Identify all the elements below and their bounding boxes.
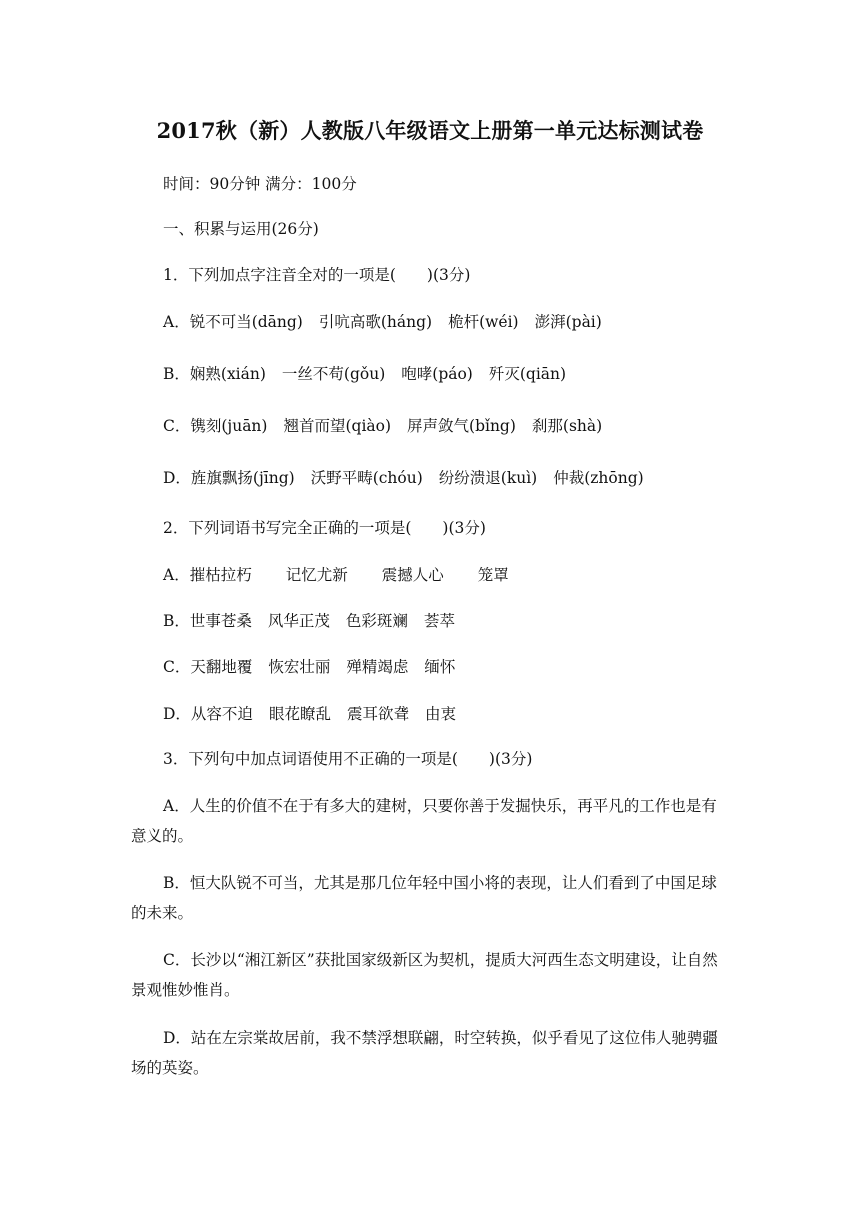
option-a-word-2: 记忆尤新	[285, 566, 348, 584]
question-3-option-b: B．恒大队锐不可当，尤其是那几位年轻中国小将的表现，让人们看到了中国足球的未来。	[131, 874, 717, 922]
exam-meta: 时间：90分钟 满分：100分	[163, 175, 357, 193]
option-d-word-2: 眼花瞭乱	[268, 705, 331, 723]
option-a-item-2: 引吭高歌(háng)	[318, 313, 433, 331]
option-a-item-4: 澎湃(pài)	[534, 313, 602, 331]
question-1-option-d	[163, 467, 660, 489]
page-title: 2017秋（新）人教版八年级语文上册第一单元达标测试卷	[156, 118, 704, 143]
option-b-word-1: B．世事苍桑	[163, 612, 252, 630]
option-d-word-1: D．从容不迫	[163, 705, 253, 723]
option-b-item-1: B．娴熟(xián)	[163, 365, 266, 383]
option-d-word-3: 震耳欲聋	[346, 705, 409, 723]
option-c-word-3: 殚精竭虑	[346, 658, 409, 676]
option-b-word-4: 荟萃	[423, 612, 455, 630]
option-a-item-1: A．锐不可当(dāng)	[163, 313, 303, 331]
option-c-word-4: 缅怀	[424, 658, 456, 676]
option-d-word-4: 由衷	[424, 705, 456, 723]
option-c-word-2: 恢宏壮丽	[268, 658, 331, 676]
section-heading: 一、积累与运用(26分)	[163, 220, 319, 238]
question-3-stem: 3．下列句中加点词语使用不正确的一项是( )(3分)	[163, 750, 533, 768]
question-3-option-c: C．长沙以“湘江新区”获批国家级新区为契机，提质大河西生态文明建设，让自然景观惟妙惟肖。	[131, 951, 718, 999]
question-2-option-a	[163, 564, 525, 586]
option-a-item-3: 桅杆(wéi)	[448, 313, 519, 331]
option-b-word-3: 色彩斑斓	[345, 612, 408, 630]
option-d-item-3: 纷纷溃退(kuì)	[438, 469, 538, 487]
question-2-option-c	[163, 656, 471, 678]
option-c-word-1: C．天翻地覆	[163, 658, 253, 676]
option-d-item-4: 仲裁(zhōng)	[553, 469, 644, 487]
option-c-item-2: 翘首而望(qiào)	[283, 417, 392, 435]
question-3-option-a: A．人生的价值不在于有多大的建树，只要你善于发掘快乐，再平凡的工作也是有意义的。	[131, 797, 717, 845]
option-a-word-4: 笼罩	[477, 566, 509, 584]
option-a-word-3: 震撼人心	[381, 566, 444, 584]
question-3-option-d: D．站在左宗棠故居前，我不禁浮想联翩，时空转换，似乎看见了这位伟人驰骋疆场的英姿。	[131, 1029, 718, 1077]
option-b-item-2: 一丝不苟(gǒu)	[281, 365, 386, 383]
option-b-item-4: 歼灭(qiān)	[488, 365, 567, 383]
question-2-stem: 2．下列词语书写完全正确的一项是( )(3分)	[163, 519, 486, 537]
question-1-option-b	[163, 363, 582, 385]
question-1-option-a	[163, 311, 618, 333]
option-c-item-4: 刹那(shà)	[531, 417, 603, 435]
option-b-word-2: 风华正茂	[267, 612, 330, 630]
question-2-option-b	[163, 610, 471, 632]
option-c-item-3: 屏声敛气(bǐng)	[407, 417, 516, 435]
question-1-stem: 1．下列加点字注音全对的一项是( )(3分)	[163, 266, 471, 284]
option-d-item-2: 沃野平畴(chóu)	[310, 469, 423, 487]
option-d-item-1: D．旌旗飘扬(jīng)	[163, 469, 295, 487]
option-c-item-1: C．镌刻(juān)	[163, 417, 268, 435]
option-b-item-3: 咆哮(páo)	[401, 365, 473, 383]
option-a-word-1: A．摧枯拉朽	[163, 566, 252, 584]
question-1-option-c	[163, 415, 618, 437]
question-2-option-d	[163, 703, 472, 725]
